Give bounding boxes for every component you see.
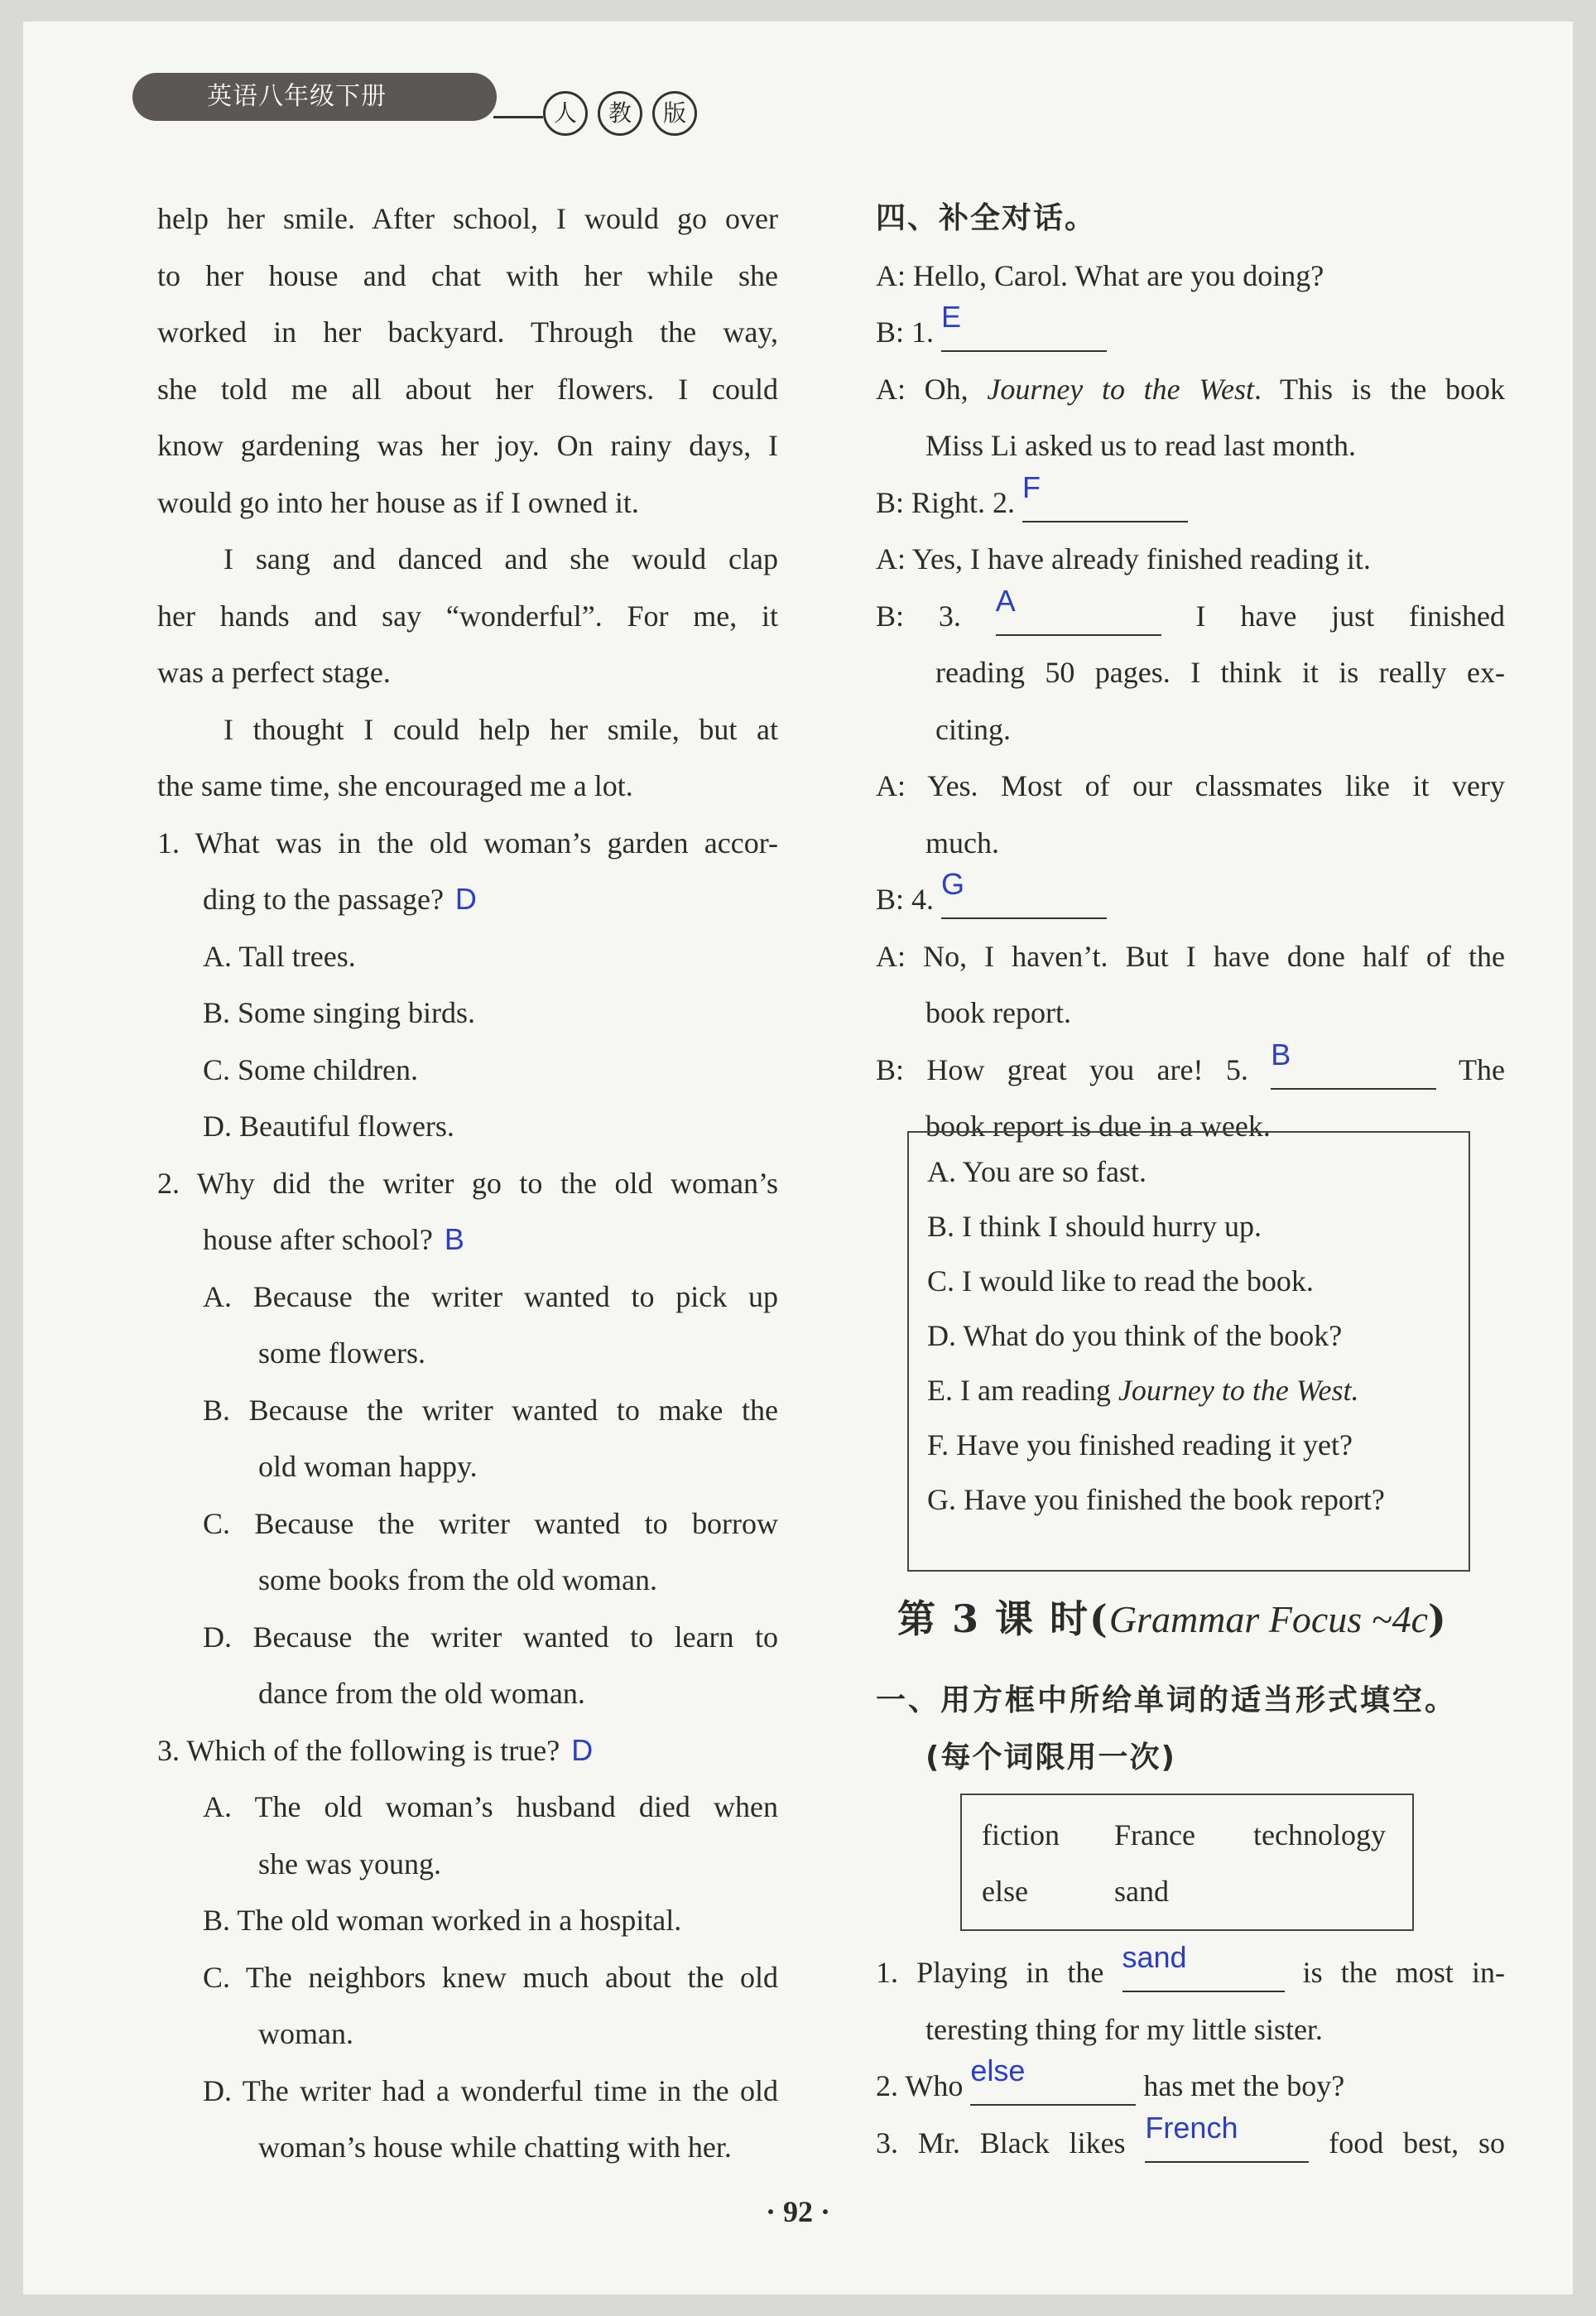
answer-mark: B: [444, 1222, 464, 1256]
fill-question-3: 3. Mr. Black likes French food best, so: [876, 2115, 1505, 2172]
option: D. Because the writer wanted to learn to: [203, 1620, 778, 1654]
option: A. Because the writer wanted to pick up: [203, 1279, 778, 1313]
answer-blank: F: [1022, 484, 1188, 522]
option: D. Beautiful flowers.: [203, 1110, 454, 1143]
dialogue-line: citing.: [935, 712, 1011, 746]
question-stem: 1. What was in the old woman’s garden accor-: [157, 826, 778, 859]
choice-g: G. Have you finished the book report?: [927, 1483, 1385, 1516]
option-cont: woman.: [258, 2017, 353, 2050]
dialogue-line: B: 3. A I have just finished: [876, 588, 1505, 645]
choice-f: F. Have you finished reading it yet?: [927, 1428, 1353, 1461]
option: A. The old woman’s husband died when: [203, 1790, 778, 1823]
dialogue-line: B: 1. E: [876, 304, 1505, 361]
passage-line: would go into her house as if I owned it.: [157, 485, 639, 519]
section-1-title: 一、用方框中所给单词的适当形式填空。: [876, 1683, 1458, 1717]
right-column: [876, 190, 1505, 1155]
dialogue-line: A: Yes. Most of our classmates like it very: [876, 769, 1505, 802]
fill-question-1: 1. Playing in the sand is the most in-: [876, 1944, 1505, 2001]
section-4-title: 四、补全对话。: [876, 201, 1097, 235]
question-3: [157, 1722, 778, 2176]
book-title: 英语八年级下册: [207, 82, 387, 111]
fill-questions: [876, 1940, 1505, 2171]
word-bank-item: France: [1114, 1818, 1195, 1851]
dialogue-line: book report.: [925, 996, 1071, 1029]
answer-blank: G: [941, 881, 1107, 919]
option: B. The old woman worked in a hospital.: [203, 1904, 682, 1937]
answer-blank: E: [941, 314, 1107, 352]
option: C. Because the writer wanted to borrow: [203, 1506, 778, 1540]
question-stem: 3. Which of the following is true? D: [157, 1732, 594, 1767]
word-bank-item: else: [982, 1875, 1028, 1908]
passage-line: was a perfect stage.: [157, 656, 391, 689]
section-1: [876, 1673, 1521, 1786]
question-2: [157, 1155, 778, 1722]
option-cont: woman’s house while chatting with her.: [258, 2131, 732, 2164]
passage-line: help her smile. After school, I would go over: [157, 202, 778, 235]
option-cont: some flowers.: [258, 1336, 425, 1370]
answer-blank: French: [1145, 2125, 1309, 2163]
fill-question-1-cont: teresting thing for my little sister.: [925, 2012, 1323, 2046]
answer-blank: A: [996, 598, 1161, 636]
edition-char-1: 人: [543, 91, 588, 136]
passage-line: I thought I could help her smile, but at: [224, 712, 778, 746]
option: D. The writer had a wonderful time in the old: [203, 2073, 778, 2107]
passage-paragraph-3: [157, 701, 778, 815]
word-bank-box: [960, 1794, 1414, 1931]
dialogue-line: B: Right. 2. F: [876, 474, 1505, 532]
passage-line: the same time, she encouraged me a lot.: [157, 769, 633, 802]
passage-paragraph-1: [157, 190, 778, 531]
answer-mark: D: [454, 882, 477, 916]
choice-c: C. I would like to read the book.: [927, 1264, 1314, 1298]
choice-b: B. I think I should hurry up.: [927, 1210, 1262, 1243]
answer-blank: else: [970, 2068, 1136, 2106]
choice-a: A. You are so fast.: [927, 1155, 1147, 1188]
passage-line: she told me all about her flowers. I could: [157, 372, 778, 406]
word-bank-item: fiction: [982, 1818, 1060, 1851]
edition-char-2: 教: [598, 91, 642, 136]
passage-line: worked in her backyard. Through the way,: [157, 315, 778, 349]
dialogue-line: A: Hello, Carol. What are you doing?: [876, 258, 1324, 292]
option-cont: old woman happy.: [258, 1450, 478, 1483]
option: B. Because the writer wanted to make the: [203, 1393, 778, 1427]
option: B. Some singing birds.: [203, 996, 476, 1029]
dialogue-choices-box: [907, 1131, 1470, 1572]
passage-paragraph-2: [157, 531, 778, 701]
option: C. The neighbors knew much about the old: [203, 1960, 778, 1994]
answer-mark: D: [571, 1732, 594, 1767]
header-connector: [493, 116, 543, 118]
word-bank-item: sand: [1114, 1875, 1169, 1908]
left-column: [157, 190, 778, 2176]
page-number: · 92 ·: [765, 2195, 830, 2228]
fill-question-2: 2. Who else has met the boy?: [876, 2058, 1505, 2115]
passage-line: her hands and say “wonderful”. For me, it: [157, 599, 778, 633]
section-1-note: (每个词限用一次): [925, 1740, 1176, 1774]
dialogue-line: B: 4. G: [876, 871, 1505, 928]
edition-char-3: 版: [652, 91, 697, 136]
option: C. Some children.: [203, 1052, 418, 1086]
dialogue-line: A: No, I haven’t. But I have done half of the: [876, 939, 1505, 973]
answer-blank: sand: [1122, 1954, 1285, 1992]
passage-line: to her house and chat with her while she: [157, 258, 778, 292]
dialogue-line: book report is due in a week.: [925, 1110, 1271, 1143]
question-stem: house after school? B: [203, 1222, 464, 1256]
question-stem: ding to the passage? D: [203, 882, 477, 916]
dialogue-line: A: Yes, I have already finished reading it.: [876, 542, 1371, 575]
passage-line: I sang and danced and she would clap: [224, 542, 778, 575]
option: A. Tall trees.: [203, 939, 356, 973]
option-cont: dance from the old woman.: [258, 1677, 585, 1710]
dialogue-line: much.: [925, 826, 999, 859]
dialogue-line: Miss Li asked us to read last month.: [925, 429, 1356, 462]
dialogue-line: A: Oh, Journey to the West. This is the book: [876, 372, 1505, 406]
question-1: [157, 815, 778, 1155]
answer-blank: B: [1271, 1052, 1436, 1090]
question-stem: 2. Why did the writer go to the old woman’s: [157, 1166, 778, 1200]
dialogue-line: reading 50 pages. I think it is really ex-: [935, 656, 1505, 689]
option-cont: she was young.: [258, 1847, 441, 1880]
lesson-title: 第 3 课 时(Grammar Focus ~4c): [897, 1596, 1448, 1641]
book-title-banner: [132, 73, 497, 121]
choice-d: D. What do you think of the book?: [927, 1319, 1343, 1352]
dialogue-line: B: How great you are! 5. B The: [876, 1042, 1505, 1099]
word-bank-item: technology: [1253, 1818, 1386, 1851]
passage-line: know gardening was her joy. On rainy days, I: [157, 429, 778, 462]
choice-e: E. I am reading Journey to the West.: [927, 1374, 1359, 1407]
option-cont: some books from the old woman.: [258, 1563, 657, 1596]
